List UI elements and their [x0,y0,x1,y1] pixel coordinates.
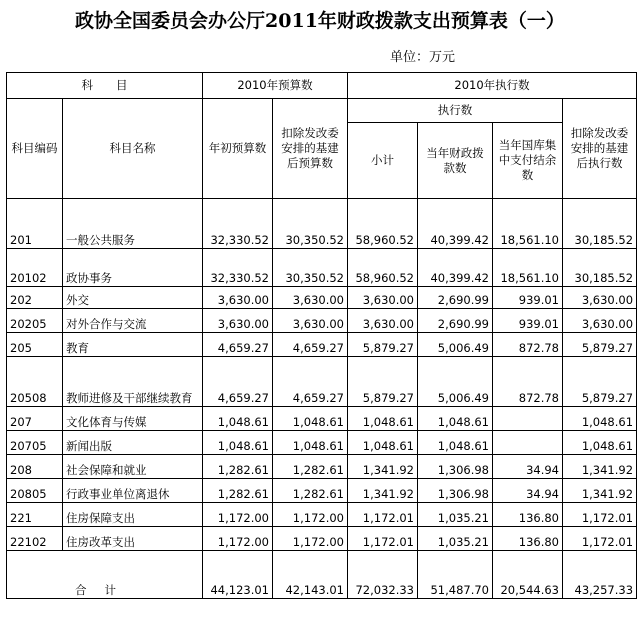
header-exec-amount: 执行数 [348,99,563,123]
row-treasury-balance: 18,561.10 [493,249,563,287]
row-subtotal: 5,879.27 [348,333,418,357]
row-code: 20705 [7,431,63,455]
row-fiscal-allocation: 1,306.98 [418,479,493,503]
total-subtotal: 72,032.33 [348,551,418,599]
row-fiscal-allocation: 1,306.98 [418,455,493,479]
row-adjusted-exec: 30,185.52 [563,199,637,249]
table-row [7,455,637,479]
row-treasury-balance [493,431,563,455]
row-treasury-balance: 872.78 [493,357,563,407]
table-row [7,357,637,407]
row-name: 政协事务 [63,249,203,287]
row-name: 新闻出版 [63,431,203,455]
table-row [7,479,637,503]
row-name: 教育 [63,333,203,357]
row-initial-budget: 3,630.00 [203,309,273,333]
row-fiscal-allocation: 2,690.99 [418,309,493,333]
row-initial-budget: 1,172.00 [203,527,273,551]
row-code: 22102 [7,527,63,551]
row-adjusted-budget: 30,350.52 [273,249,348,287]
total-adjusted-exec: 43,257.33 [563,551,637,599]
row-initial-budget: 1,048.61 [203,431,273,455]
row-name: 教师进修及干部继续教育 [63,357,203,407]
header-fiscal-allocation: 当年财政拨款数 [418,123,493,199]
row-code: 207 [7,407,63,431]
header-treasury-balance: 当年国库集中支付结余数 [493,123,563,199]
row-subtotal: 3,630.00 [348,309,418,333]
row-name: 住房保障支出 [63,503,203,527]
table-row [7,199,637,249]
row-treasury-balance [493,407,563,431]
row-initial-budget: 1,282.61 [203,455,273,479]
row-code: 20102 [7,249,63,287]
row-adjusted-budget: 4,659.27 [273,333,348,357]
row-fiscal-allocation: 2,690.99 [418,287,493,309]
row-code: 221 [7,503,63,527]
row-subtotal: 1,172.01 [348,503,418,527]
row-fiscal-allocation: 1,035.21 [418,503,493,527]
row-adjusted-exec: 1,172.01 [563,503,637,527]
row-subtotal: 1,341.92 [348,455,418,479]
row-name: 住房改革支出 [63,527,203,551]
table-row [7,503,637,527]
header-adjusted-budget: 扣除发改委安排的基建后预算数 [273,99,348,199]
header-exec-2010: 2010年执行数 [348,73,637,99]
row-initial-budget: 3,630.00 [203,287,273,309]
total-adjusted-budget: 42,143.01 [273,551,348,599]
row-adjusted-exec: 1,172.01 [563,527,637,551]
row-initial-budget: 32,330.52 [203,199,273,249]
row-adjusted-budget: 1,282.61 [273,479,348,503]
row-treasury-balance: 34.94 [493,455,563,479]
row-fiscal-allocation: 40,399.42 [418,249,493,287]
row-subtotal: 3,630.00 [348,287,418,309]
row-adjusted-budget: 1,172.00 [273,527,348,551]
row-code: 20508 [7,357,63,407]
row-adjusted-budget: 3,630.00 [273,309,348,333]
row-treasury-balance: 939.01 [493,309,563,333]
row-adjusted-exec: 1,341.92 [563,455,637,479]
budget-table [6,72,637,599]
total-treasury-balance: 20,544.63 [493,551,563,599]
unit-label: 单位：万元 [390,50,456,65]
row-initial-budget: 4,659.27 [203,333,273,357]
row-treasury-balance: 34.94 [493,479,563,503]
total-row [7,551,637,599]
row-fiscal-allocation: 5,006.49 [418,357,493,407]
row-treasury-balance: 939.01 [493,287,563,309]
table-row [7,249,637,287]
row-adjusted-budget: 4,659.27 [273,357,348,407]
row-initial-budget: 1,172.00 [203,503,273,527]
row-adjusted-budget: 1,172.00 [273,503,348,527]
row-adjusted-exec: 5,879.27 [563,333,637,357]
row-subtotal: 58,960.52 [348,199,418,249]
row-adjusted-exec: 1,341.92 [563,479,637,503]
row-fiscal-allocation: 1,035.21 [418,527,493,551]
row-adjusted-budget: 1,048.61 [273,431,348,455]
header-name: 科目名称 [63,99,203,199]
row-name: 一般公共服务 [63,199,203,249]
table-row [7,309,637,333]
row-name: 文化体育与传媒 [63,407,203,431]
row-subtotal: 58,960.52 [348,249,418,287]
row-adjusted-budget: 30,350.52 [273,199,348,249]
header-code: 科目编码 [7,99,63,199]
row-treasury-balance: 136.80 [493,503,563,527]
total-fiscal-allocation: 51,487.70 [418,551,493,599]
row-initial-budget: 1,048.61 [203,407,273,431]
total-label: 合计 [7,551,203,599]
row-adjusted-exec: 1,048.61 [563,407,637,431]
row-adjusted-exec: 5,879.27 [563,357,637,407]
row-code: 201 [7,199,63,249]
row-code: 205 [7,333,63,357]
row-name: 社会保障和就业 [63,455,203,479]
row-fiscal-allocation: 5,006.49 [418,333,493,357]
row-subtotal: 1,048.61 [348,407,418,431]
row-treasury-balance: 18,561.10 [493,199,563,249]
header-budget-2010: 2010年预算数 [203,73,348,99]
row-name: 对外合作与交流 [63,309,203,333]
row-treasury-balance: 872.78 [493,333,563,357]
table-row [7,333,637,357]
table-row [7,527,637,551]
row-subtotal: 1,341.92 [348,479,418,503]
row-subtotal: 1,048.61 [348,431,418,455]
row-initial-budget: 4,659.27 [203,357,273,407]
row-name: 行政事业单位离退休 [63,479,203,503]
header-adjusted-exec: 扣除发改委安排的基建后执行数 [563,99,637,199]
total-initial-budget: 44,123.01 [203,551,273,599]
table-row [7,407,637,431]
row-treasury-balance: 136.80 [493,527,563,551]
row-adjusted-exec: 3,630.00 [563,309,637,333]
row-code: 208 [7,455,63,479]
row-adjusted-budget: 1,282.61 [273,455,348,479]
row-adjusted-budget: 1,048.61 [273,407,348,431]
table-row [7,431,637,455]
header-subject: 科 目 [7,73,203,99]
table-row [7,287,637,309]
header-initial-budget: 年初预算数 [203,99,273,199]
row-initial-budget: 32,330.52 [203,249,273,287]
row-code: 20805 [7,479,63,503]
row-code: 20205 [7,309,63,333]
page-title: 政协全国委员会办公厅2011年财政拨款支出预算表（一） [75,10,565,32]
row-fiscal-allocation: 1,048.61 [418,431,493,455]
row-adjusted-exec: 1,048.61 [563,431,637,455]
row-adjusted-budget: 3,630.00 [273,287,348,309]
row-code: 202 [7,287,63,309]
row-adjusted-exec: 3,630.00 [563,287,637,309]
row-subtotal: 5,879.27 [348,357,418,407]
row-adjusted-exec: 30,185.52 [563,249,637,287]
header-subtotal: 小计 [348,123,418,199]
row-fiscal-allocation: 40,399.42 [418,199,493,249]
row-subtotal: 1,172.01 [348,527,418,551]
row-initial-budget: 1,282.61 [203,479,273,503]
row-fiscal-allocation: 1,048.61 [418,407,493,431]
row-name: 外交 [63,287,203,309]
